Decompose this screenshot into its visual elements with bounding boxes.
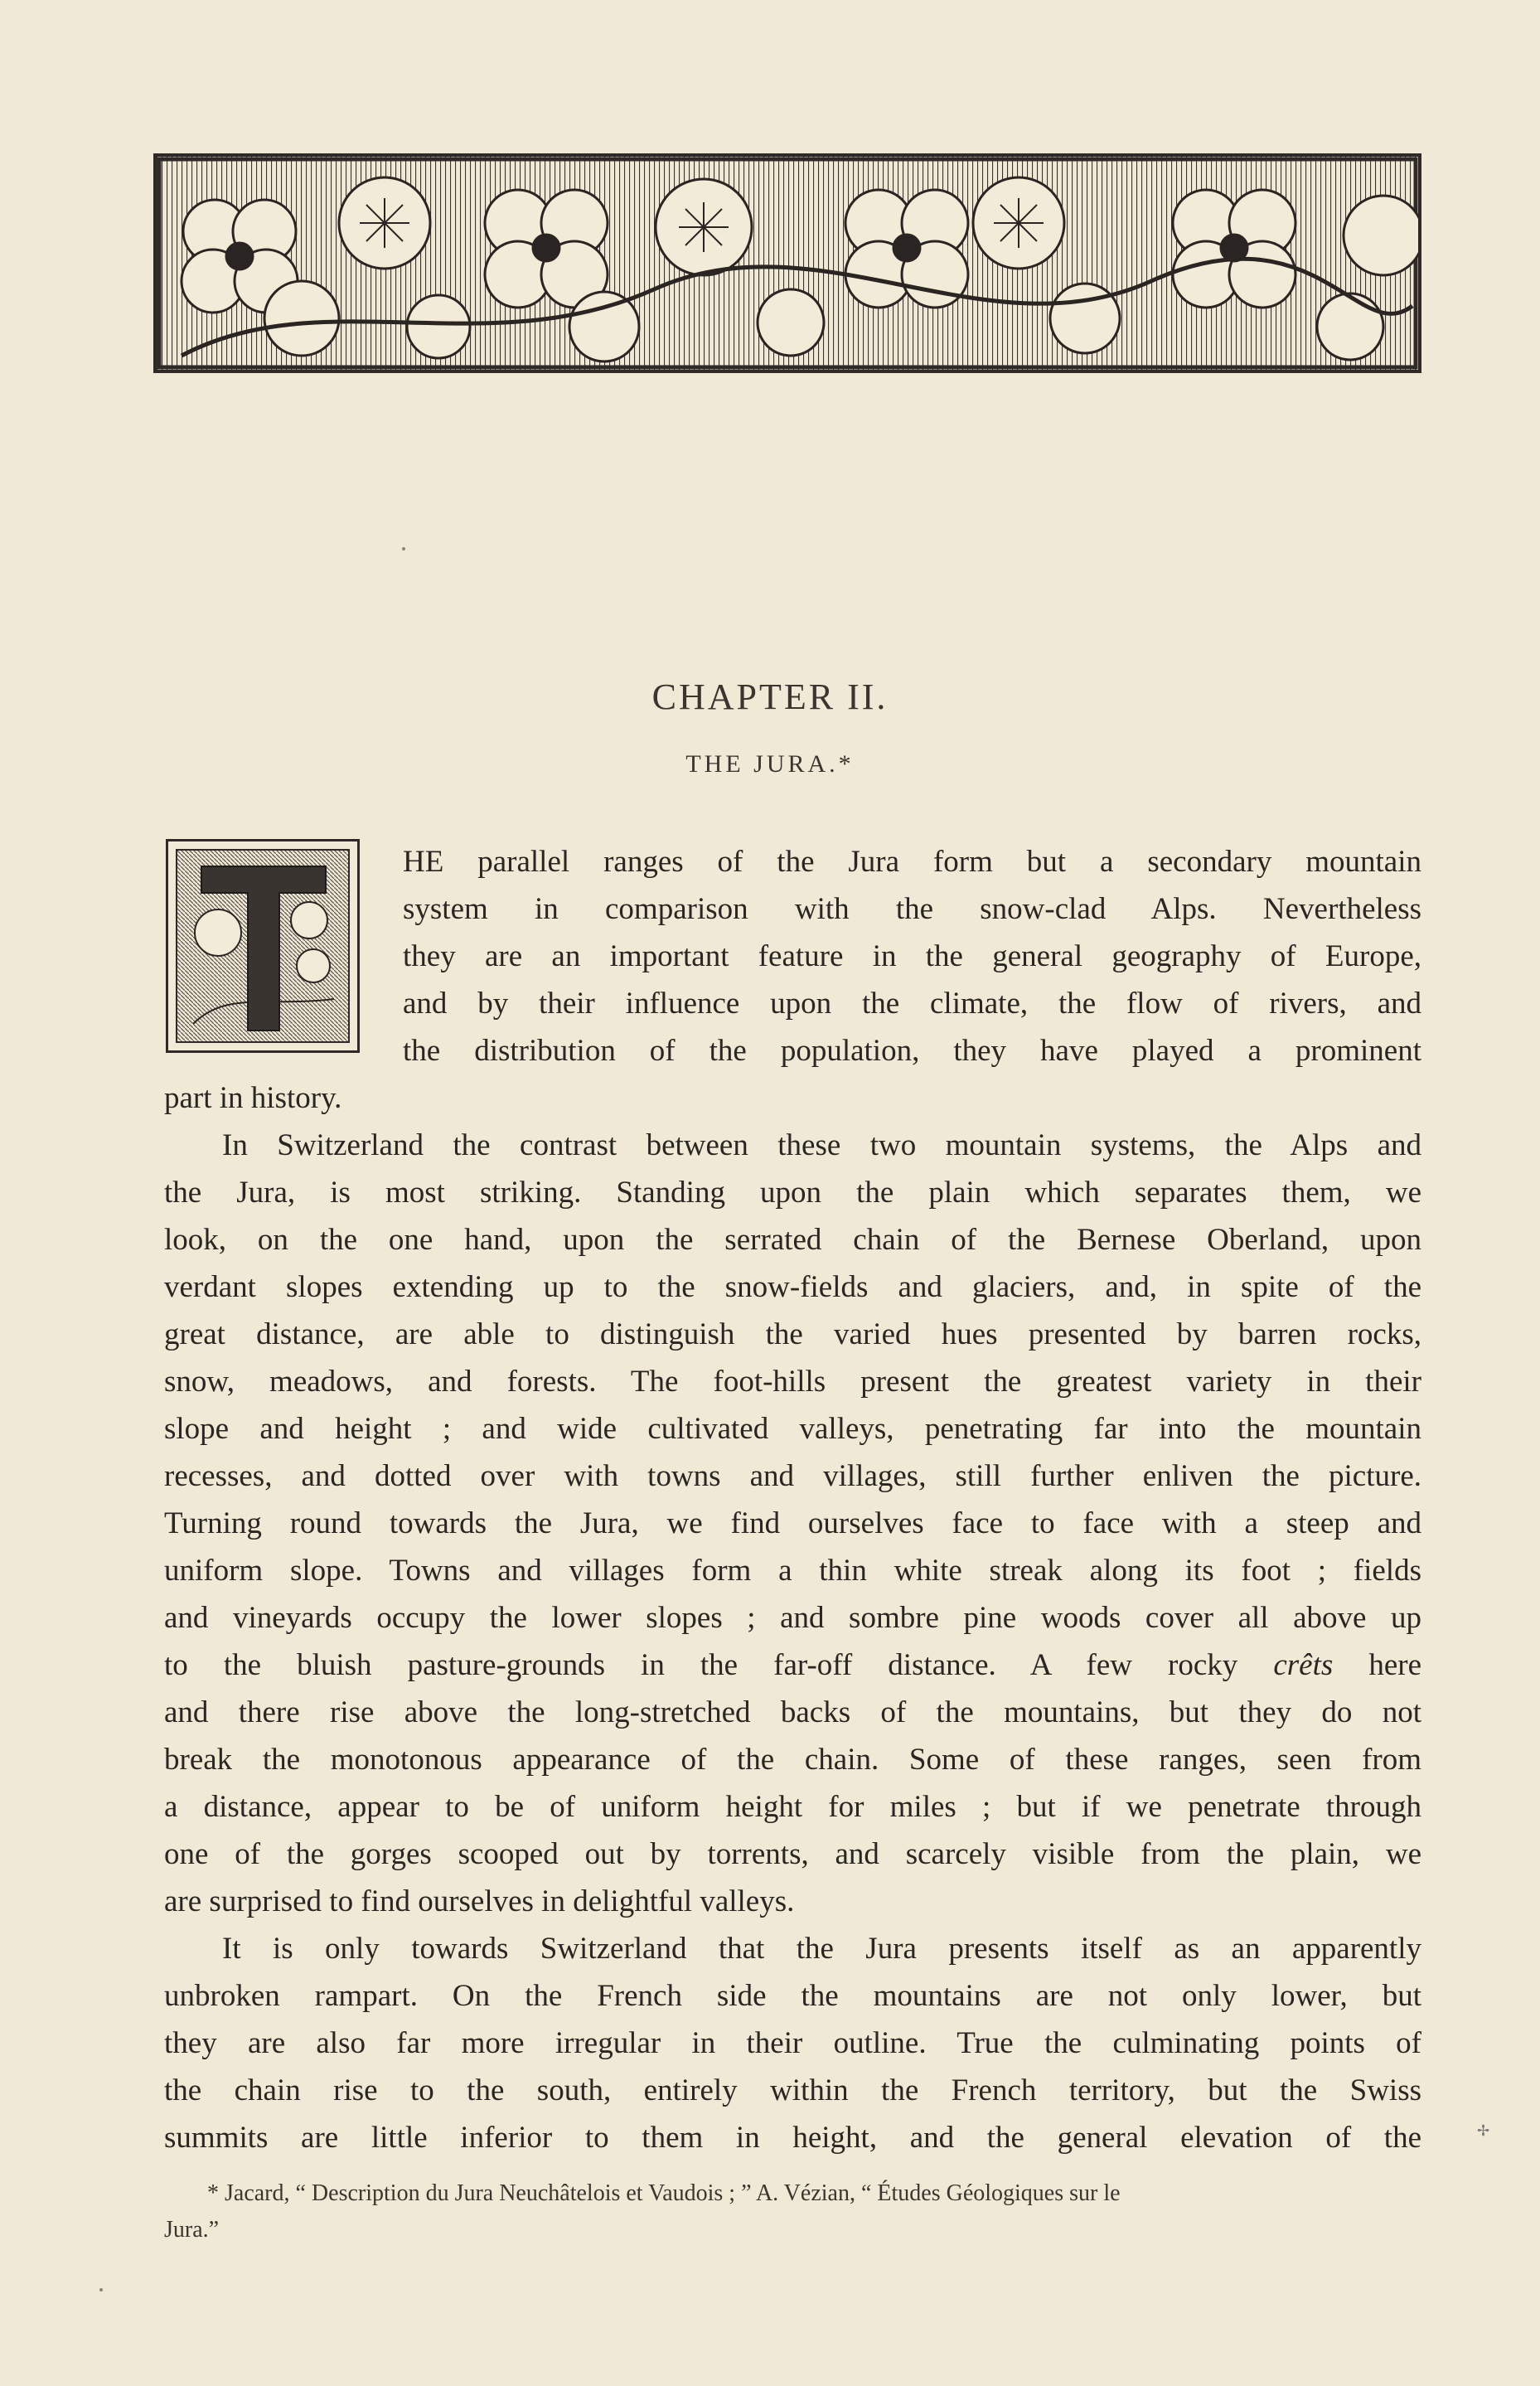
- body-line: summits are little inferior to them in height, and the general elevation of the: [164, 2121, 1421, 2155]
- paper-speck: [99, 2288, 103, 2291]
- body-line: verdant slopes extending up to the snow-fields and glaciers, and, in spite of the: [164, 1270, 1421, 1304]
- body-line: and by their influence upon the climate, the flow of rivers, and: [403, 987, 1421, 1021]
- body-line: In Switzerland the contrast between these two mountain systems, the Alps and: [222, 1128, 1421, 1162]
- body-line: snow, meadows, and forests. The foot-hills present the greatest variety in their: [164, 1365, 1421, 1399]
- body-line: system in comparison with the snow-clad Alps. Nevertheless: [403, 892, 1421, 926]
- body-line: the distribution of the population, they have played a prominent: [403, 1034, 1421, 1068]
- chapter-title: THE JURA.*: [685, 750, 855, 778]
- italic-word: crêts: [1273, 1648, 1334, 1682]
- footnote-line: * Jacard, “ Description du Jura Neuchâtelois et Vaudois ; ” A. Vézian, “ Études Géologiques sur le: [207, 2180, 1121, 2206]
- body-line: they are also far more irregular in their outline. True the culminating points of: [164, 2026, 1421, 2060]
- body-line: break the monotonous appearance of the chain. Some of these ranges, seen from: [164, 1743, 1421, 1777]
- body-line: It is only towards Switzerland that the Jura presents itself as an apparently: [222, 1932, 1421, 1966]
- body-line: and vineyards occupy the lower slopes ; and sombre pine woods cover all above up: [164, 1601, 1421, 1635]
- body-line: uniform slope. Towns and villages form a thin white streak along its foot ; fields: [164, 1554, 1421, 1588]
- body-line: part in history.: [164, 1081, 342, 1115]
- body-line: look, on the one hand, upon the serrated chain of the Bernese Oberland, upon: [164, 1223, 1421, 1257]
- body-line: great distance, are able to distinguish the varied hues presented by barren rocks,: [164, 1317, 1421, 1351]
- dropcap-t-image: [166, 839, 360, 1053]
- margin-mark: ✢: [1477, 2122, 1490, 2140]
- floral-ornament-image: [157, 157, 1418, 370]
- body-line: unbroken rampart. On the French side the mountains are not only lower, but: [164, 1979, 1421, 2013]
- body-line: HE parallel ranges of the Jura form but a secondary mountain: [403, 845, 1421, 879]
- body-line: are surprised to find ourselves in delightful valleys.: [164, 1884, 795, 1918]
- body-line-with-italic: [164, 1642, 1421, 1689]
- body-line: the chain rise to the south, entirely within the French territory, but the Swiss: [164, 2073, 1421, 2107]
- body-text: here: [1333, 1648, 1422, 1682]
- chapter-number: CHAPTER II.: [651, 677, 889, 717]
- body-line: slope and height ; and wide cultivated valleys, penetrating far into the mountain: [164, 1412, 1421, 1446]
- footnote-line: Jura.”: [164, 2217, 220, 2243]
- body-line: they are an important feature in the general geography of Europe,: [403, 939, 1421, 973]
- body-line: the Jura, is most striking. Standing upon the plain which separates them, we: [164, 1176, 1421, 1210]
- body-line: one of the gorges scooped out by torrents, and scarcely visible from the plain, we: [164, 1837, 1421, 1871]
- body-line: and there rise above the long-stretched backs of the mountains, but they do not: [164, 1695, 1421, 1729]
- body-line: a distance, appear to be of uniform height for miles ; but if we penetrate through: [164, 1790, 1421, 1824]
- body-line: recesses, and dotted over with towns and villages, still further enliven the picture.: [164, 1459, 1421, 1493]
- body-text: to the bluish pasture-grounds in the far-off distance. A few rocky: [164, 1648, 1238, 1682]
- body-line: Turning round towards the Jura, we find ourselves face to face with a steep and: [164, 1506, 1421, 1540]
- ornamental-banner: [153, 153, 1421, 373]
- paper-speck: [402, 547, 405, 550]
